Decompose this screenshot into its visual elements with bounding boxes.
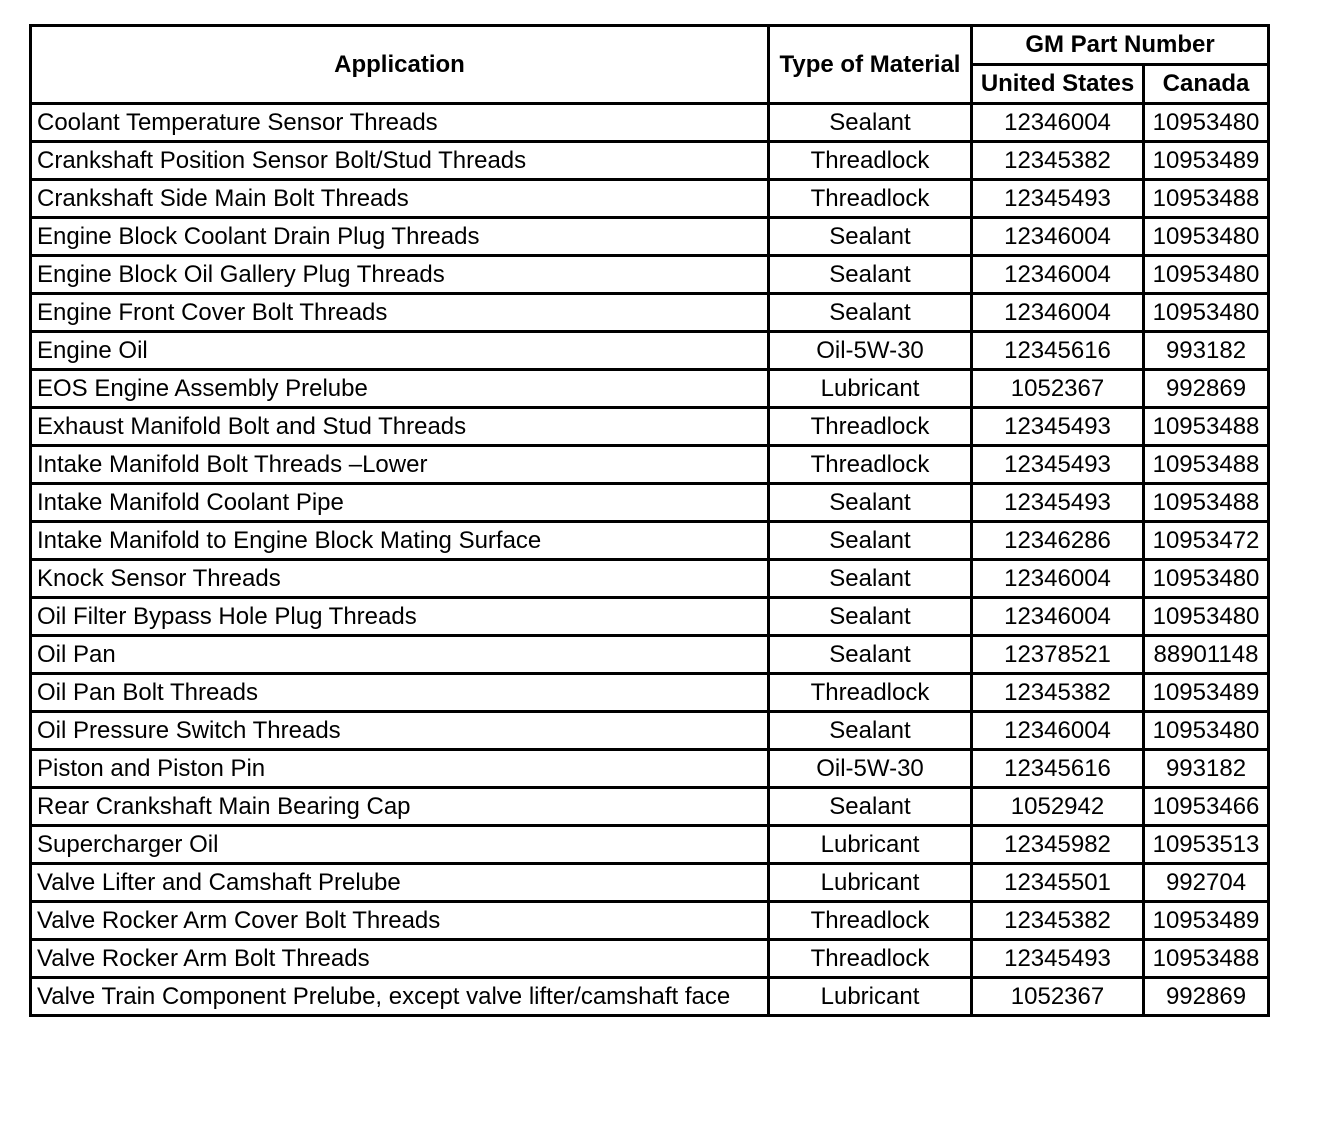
- application-cell: Coolant Temperature Sensor Threads: [31, 104, 769, 142]
- material-cell: Lubricant: [769, 370, 972, 408]
- table-row: [31, 522, 1269, 560]
- us-part-number-cell: 12345493: [972, 940, 1144, 978]
- canada-part-number-cell: 10953488: [1144, 940, 1269, 978]
- table-row: [31, 864, 1269, 902]
- application-cell: Intake Manifold to Engine Block Mating Surface: [31, 522, 769, 560]
- application-cell: Intake Manifold Bolt Threads –Lower: [31, 446, 769, 484]
- material-cell: Threadlock: [769, 180, 972, 218]
- table-row: [31, 446, 1269, 484]
- application-cell: Crankshaft Side Main Bolt Threads: [31, 180, 769, 218]
- canada-part-number-cell: 10953480: [1144, 218, 1269, 256]
- application-cell: Oil Pressure Switch Threads: [31, 712, 769, 750]
- material-cell: Sealant: [769, 294, 972, 332]
- canada-part-number-cell: 992869: [1144, 978, 1269, 1016]
- table-row: [31, 674, 1269, 712]
- material-cell: Threadlock: [769, 408, 972, 446]
- material-cell: Threadlock: [769, 902, 972, 940]
- application-cell: Valve Rocker Arm Bolt Threads: [31, 940, 769, 978]
- material-cell: Sealant: [769, 788, 972, 826]
- application-cell: Oil Pan Bolt Threads: [31, 674, 769, 712]
- canada-part-number-cell: 88901148: [1144, 636, 1269, 674]
- canada-part-number-cell: 10953488: [1144, 446, 1269, 484]
- parts-table: [29, 24, 1270, 1017]
- table-row: [31, 180, 1269, 218]
- canada-part-number-cell: 10953489: [1144, 902, 1269, 940]
- application-cell: Supercharger Oil: [31, 826, 769, 864]
- us-part-number-cell: 12346004: [972, 712, 1144, 750]
- us-part-number-cell: 1052367: [972, 978, 1144, 1016]
- material-cell: Sealant: [769, 218, 972, 256]
- material-cell: Threadlock: [769, 446, 972, 484]
- us-part-number-cell: 12345382: [972, 902, 1144, 940]
- us-part-number-cell: 1052367: [972, 370, 1144, 408]
- table-row: [31, 560, 1269, 598]
- table-row: [31, 370, 1269, 408]
- material-cell: Sealant: [769, 484, 972, 522]
- material-cell: Sealant: [769, 712, 972, 750]
- application-cell: Valve Lifter and Camshaft Prelube: [31, 864, 769, 902]
- us-part-number-cell: 12345501: [972, 864, 1144, 902]
- us-part-number-cell: 12345493: [972, 446, 1144, 484]
- table-row: [31, 294, 1269, 332]
- canada-part-number-cell: 10953472: [1144, 522, 1269, 560]
- application-cell: Intake Manifold Coolant Pipe: [31, 484, 769, 522]
- us-part-number-cell: 12346004: [972, 218, 1144, 256]
- table-row: [31, 104, 1269, 142]
- table-row: [31, 712, 1269, 750]
- us-part-number-cell: 12346004: [972, 294, 1144, 332]
- table-row: [31, 750, 1269, 788]
- header-canada: Canada: [1144, 65, 1269, 104]
- application-cell: Knock Sensor Threads: [31, 560, 769, 598]
- material-cell: Sealant: [769, 104, 972, 142]
- table-row: [31, 902, 1269, 940]
- us-part-number-cell: 12345493: [972, 484, 1144, 522]
- table-row: [31, 940, 1269, 978]
- application-cell: Valve Rocker Arm Cover Bolt Threads: [31, 902, 769, 940]
- table-row: [31, 218, 1269, 256]
- us-part-number-cell: 12346004: [972, 560, 1144, 598]
- us-part-number-cell: 12346004: [972, 598, 1144, 636]
- application-cell: Rear Crankshaft Main Bearing Cap: [31, 788, 769, 826]
- material-cell: Sealant: [769, 522, 972, 560]
- material-cell: Threadlock: [769, 142, 972, 180]
- canada-part-number-cell: 10953480: [1144, 560, 1269, 598]
- us-part-number-cell: 12345382: [972, 142, 1144, 180]
- canada-part-number-cell: 10953513: [1144, 826, 1269, 864]
- material-cell: Sealant: [769, 636, 972, 674]
- us-part-number-cell: 12345982: [972, 826, 1144, 864]
- material-cell: Sealant: [769, 560, 972, 598]
- canada-part-number-cell: 10953488: [1144, 484, 1269, 522]
- table-row: [31, 826, 1269, 864]
- application-cell: Engine Block Oil Gallery Plug Threads: [31, 256, 769, 294]
- us-part-number-cell: 12346004: [972, 104, 1144, 142]
- us-part-number-cell: 1052942: [972, 788, 1144, 826]
- header-gm-part-number: GM Part Number: [972, 26, 1269, 65]
- canada-part-number-cell: 993182: [1144, 332, 1269, 370]
- material-cell: Lubricant: [769, 826, 972, 864]
- canada-part-number-cell: 10953480: [1144, 294, 1269, 332]
- material-cell: Lubricant: [769, 978, 972, 1016]
- application-cell: EOS Engine Assembly Prelube: [31, 370, 769, 408]
- table-row: [31, 598, 1269, 636]
- header-material: Type of Material: [769, 26, 972, 104]
- us-part-number-cell: 12345616: [972, 750, 1144, 788]
- application-cell: Oil Filter Bypass Hole Plug Threads: [31, 598, 769, 636]
- canada-part-number-cell: 10953488: [1144, 408, 1269, 446]
- material-cell: Threadlock: [769, 940, 972, 978]
- application-cell: Exhaust Manifold Bolt and Stud Threads: [31, 408, 769, 446]
- material-cell: Lubricant: [769, 864, 972, 902]
- canada-part-number-cell: 10953466: [1144, 788, 1269, 826]
- us-part-number-cell: 12345493: [972, 180, 1144, 218]
- canada-part-number-cell: 992704: [1144, 864, 1269, 902]
- application-cell: Piston and Piston Pin: [31, 750, 769, 788]
- table-row: [31, 636, 1269, 674]
- header-application: Application: [31, 26, 769, 104]
- us-part-number-cell: 12345382: [972, 674, 1144, 712]
- table-row: [31, 142, 1269, 180]
- canada-part-number-cell: 10953480: [1144, 598, 1269, 636]
- canada-part-number-cell: 10953489: [1144, 142, 1269, 180]
- us-part-number-cell: 12346004: [972, 256, 1144, 294]
- us-part-number-cell: 12345493: [972, 408, 1144, 446]
- canada-part-number-cell: 992869: [1144, 370, 1269, 408]
- table-row: [31, 788, 1269, 826]
- header-united-states: United States: [972, 65, 1144, 104]
- table-row: [31, 484, 1269, 522]
- canada-part-number-cell: 10953480: [1144, 104, 1269, 142]
- material-cell: Sealant: [769, 598, 972, 636]
- application-cell: Engine Front Cover Bolt Threads: [31, 294, 769, 332]
- application-cell: Valve Train Component Prelube, except valve lifter/camshaft face: [31, 978, 769, 1016]
- table-row: [31, 978, 1269, 1016]
- canada-part-number-cell: 10953480: [1144, 256, 1269, 294]
- us-part-number-cell: 12346286: [972, 522, 1144, 560]
- material-cell: Oil-5W-30: [769, 332, 972, 370]
- canada-part-number-cell: 10953480: [1144, 712, 1269, 750]
- material-cell: Oil-5W-30: [769, 750, 972, 788]
- table-row: [31, 408, 1269, 446]
- table-row: [31, 332, 1269, 370]
- material-cell: Sealant: [769, 256, 972, 294]
- application-cell: Oil Pan: [31, 636, 769, 674]
- material-cell: Threadlock: [769, 674, 972, 712]
- table-row: [31, 256, 1269, 294]
- table-body: [31, 104, 1269, 1016]
- canada-part-number-cell: 10953489: [1144, 674, 1269, 712]
- table-header: [31, 26, 1269, 104]
- us-part-number-cell: 12345616: [972, 332, 1144, 370]
- application-cell: Engine Block Coolant Drain Plug Threads: [31, 218, 769, 256]
- canada-part-number-cell: 10953488: [1144, 180, 1269, 218]
- us-part-number-cell: 12378521: [972, 636, 1144, 674]
- application-cell: Engine Oil: [31, 332, 769, 370]
- application-cell: Crankshaft Position Sensor Bolt/Stud Threads: [31, 142, 769, 180]
- canada-part-number-cell: 993182: [1144, 750, 1269, 788]
